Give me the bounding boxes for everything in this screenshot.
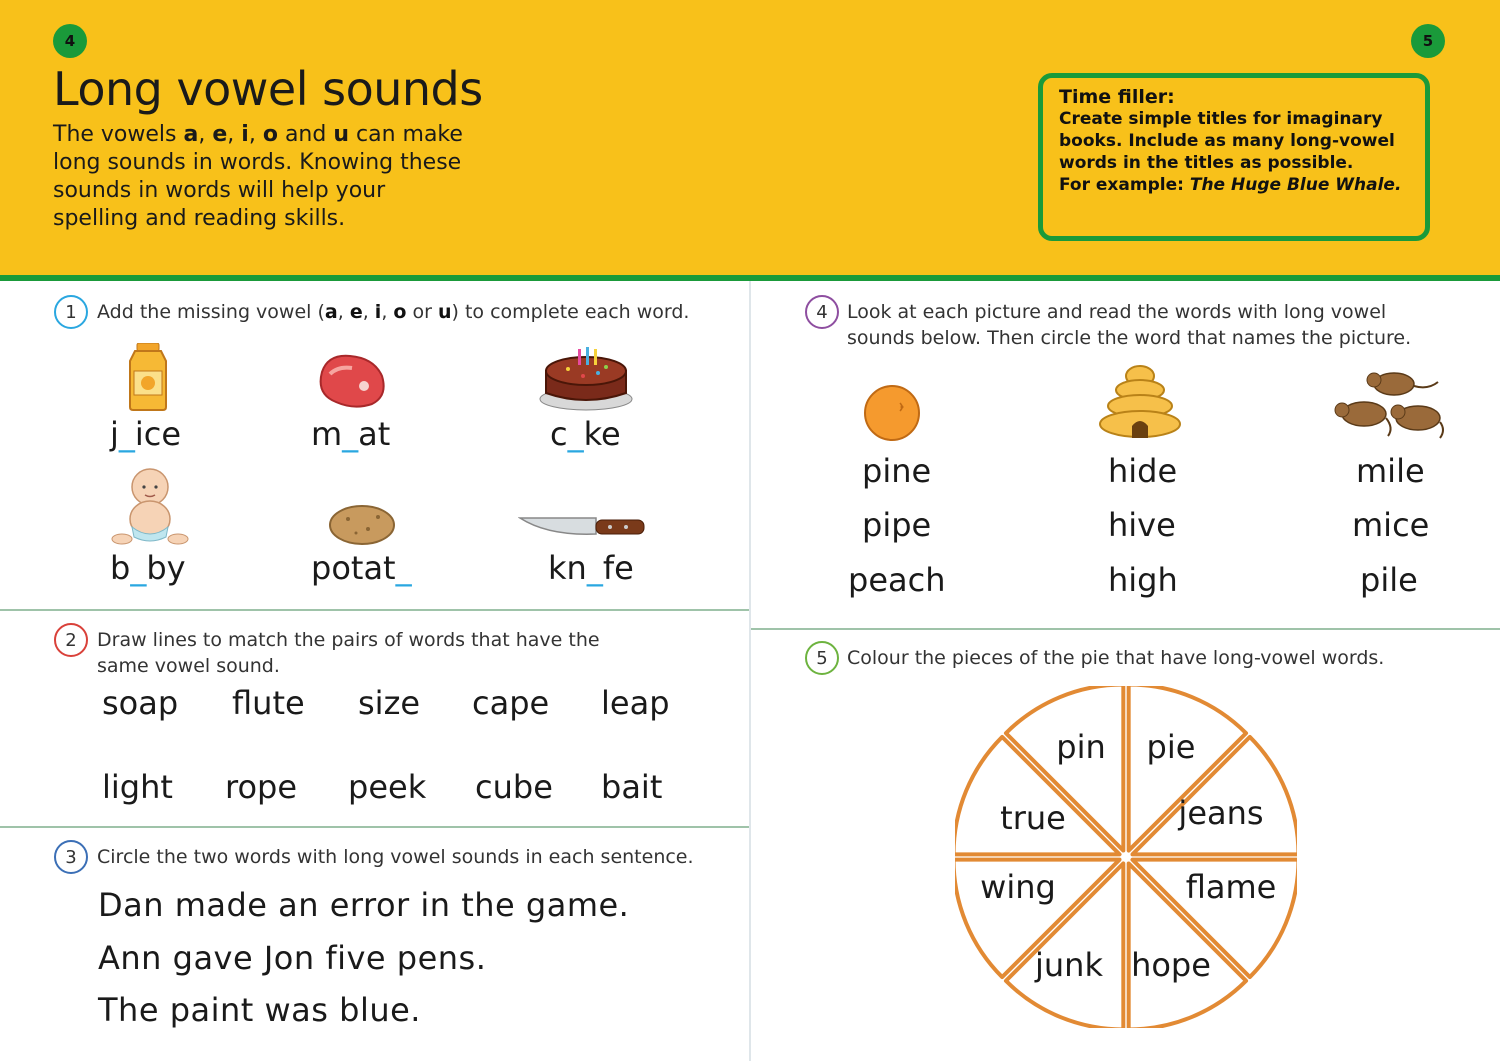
q4-word[interactable]: peach xyxy=(848,561,946,599)
q1-word-cake[interactable]: c_ke xyxy=(550,415,621,453)
time-filler-example: For example: The Huge Blue Whale. xyxy=(1059,175,1402,195)
cake-icon xyxy=(538,343,634,411)
q3-sentence[interactable]: Ann gave Jon five pens. xyxy=(98,939,487,977)
q1-word-potato[interactable]: potat_ xyxy=(311,549,412,587)
q2-word[interactable]: rope xyxy=(225,768,298,806)
q3-sentence[interactable]: The paint was blue. xyxy=(98,991,421,1029)
q4-word[interactable]: high xyxy=(1108,561,1178,599)
q4-word[interactable]: pipe xyxy=(862,506,932,544)
time-filler-text: Create simple titles for imaginary books. Include as many long-vowel words in the titles as possible. xyxy=(1059,109,1395,173)
knife-icon xyxy=(518,512,648,544)
pie-diagram xyxy=(955,686,1297,1028)
potato-icon xyxy=(328,503,396,547)
q1-word-meat[interactable]: m_at xyxy=(311,415,391,453)
q2-word[interactable]: soap xyxy=(102,684,179,722)
section-divider-1 xyxy=(0,609,749,611)
q4-word[interactable]: hive xyxy=(1108,506,1176,544)
question-2-instructions: Draw lines to match the pairs of words that have the same vowel sound. xyxy=(97,629,600,677)
section-divider-2 xyxy=(0,826,749,828)
question-5-number: 5 xyxy=(805,641,839,675)
question-1-instructions: Add the missing vowel (a, e, i, o or u) to complete each word. xyxy=(97,301,690,323)
pie-word: flame xyxy=(1185,868,1277,906)
q4-word[interactable]: pine xyxy=(862,452,932,490)
pie-word: hope xyxy=(1131,946,1211,984)
q2-word[interactable]: flute xyxy=(232,684,305,722)
question-2-number: 2 xyxy=(54,623,88,657)
question-3-instructions: Circle the two words with long vowel sounds in each sentence. xyxy=(97,846,694,868)
pie-word: true xyxy=(1000,799,1066,837)
meat-icon xyxy=(314,352,388,410)
page-number-right: 5 xyxy=(1411,24,1445,58)
pie-word: junk xyxy=(1035,946,1103,984)
page-number-left: 4 xyxy=(53,24,87,58)
orange-icon xyxy=(862,383,922,443)
q2-word[interactable]: peek xyxy=(348,768,427,806)
q1-word-knife[interactable]: kn_fe xyxy=(548,549,634,587)
pie-word: wing xyxy=(980,868,1056,906)
q2-word[interactable]: cape xyxy=(472,684,550,722)
q2-word[interactable]: cube xyxy=(475,768,553,806)
q1-word-baby[interactable]: b_by xyxy=(110,549,186,587)
q1-word-juice[interactable]: j_ice xyxy=(110,415,182,453)
question-5-instructions: Colour the pieces of the pie that have long-vowel words. xyxy=(847,647,1385,669)
baby-icon xyxy=(110,465,190,547)
question-4-instructions: Look at each picture and read the words with long vowel sounds below. Then circle the word that names the picture. xyxy=(847,301,1412,349)
q2-word[interactable]: size xyxy=(358,684,421,722)
time-filler-box xyxy=(1038,73,1430,241)
page-title: Long vowel sounds xyxy=(53,62,483,116)
pie-word: pin xyxy=(1056,728,1106,766)
pie-word: pie xyxy=(1146,728,1196,766)
q4-word[interactable]: mile xyxy=(1356,452,1425,490)
q4-word[interactable]: mice xyxy=(1352,506,1430,544)
question-4-number: 4 xyxy=(805,295,839,329)
q2-word[interactable]: bait xyxy=(601,768,663,806)
mice-icon xyxy=(1328,368,1448,440)
q3-sentence[interactable]: Dan made an error in the game. xyxy=(98,886,630,924)
pie-word: jeans xyxy=(1178,794,1264,832)
question-3-number: 3 xyxy=(54,840,88,874)
q4-word[interactable]: pile xyxy=(1360,561,1418,599)
beehive-icon xyxy=(1098,362,1182,442)
q4-word[interactable]: hide xyxy=(1108,452,1178,490)
question-1-number: 1 xyxy=(54,295,88,329)
page-gutter xyxy=(749,281,751,1061)
q2-word[interactable]: light xyxy=(102,768,173,806)
juice-bottle-icon xyxy=(126,343,170,411)
intro-text: The vowels a, e, i, o and u can make long sounds in words. Knowing these sounds in words will help your spelling and reading skills. xyxy=(53,122,463,231)
section-divider-3 xyxy=(751,628,1500,630)
q2-word[interactable]: leap xyxy=(601,684,670,722)
time-filler-title: Time filler: xyxy=(1059,86,1175,108)
